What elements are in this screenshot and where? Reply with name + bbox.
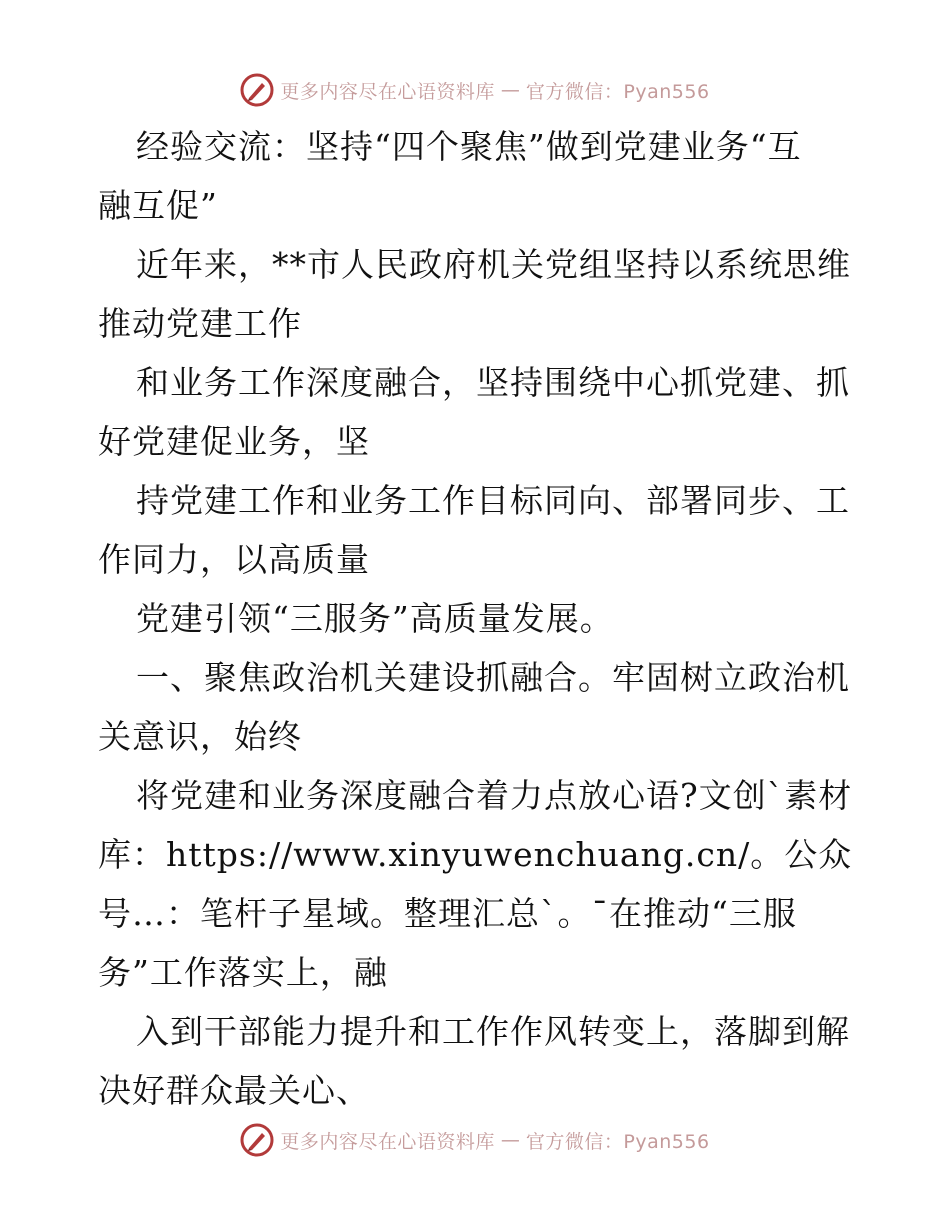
doc-line: 务”工作落实上，融 bbox=[98, 953, 388, 992]
doc-line: 经验交流：坚持“四个聚焦”做到党建业务“互 bbox=[136, 127, 802, 166]
watermark-wechat-text: 官方微信：Pyan556 bbox=[525, 80, 710, 103]
watermark-wechat-text: 官方微信：Pyan556 bbox=[525, 1130, 710, 1153]
doc-line: 推动党建工作 bbox=[98, 304, 302, 343]
doc-line: 决好群众最关心、 bbox=[98, 1071, 370, 1110]
doc-line: 和业务工作深度融合，坚持围绕中心抓党建、抓 bbox=[136, 363, 850, 402]
doc-line: 党建引领“三服务”高质量发展。 bbox=[136, 599, 614, 638]
watermark-dash: — bbox=[500, 79, 520, 101]
pen-logo-icon bbox=[240, 73, 274, 107]
pen-logo-icon bbox=[240, 1123, 274, 1157]
watermark-main-text: 更多内容尽在心语资料库 bbox=[280, 80, 495, 103]
doc-line: 好党建促业务，坚 bbox=[98, 422, 370, 461]
footer-watermark bbox=[0, 1120, 950, 1160]
watermark-dash: — bbox=[500, 1129, 520, 1151]
doc-line: 近年来，**市人民政府机关党组坚持以系统思维 bbox=[136, 245, 851, 284]
doc-line: 一、聚焦政治机关建设抓融合。牢固树立政治机 bbox=[136, 658, 850, 697]
doc-line: 号…：笔杆子星域。整理汇总`。¯在推动“三服 bbox=[98, 894, 797, 933]
header-watermark bbox=[0, 70, 950, 110]
doc-line: 将党建和业务深度融合着力点放心语?文创`素材 bbox=[136, 776, 853, 815]
doc-line: 持党建工作和业务工作目标同向、部署同步、工 bbox=[136, 481, 850, 520]
doc-line: 作同力，以高质量 bbox=[98, 540, 370, 579]
doc-line: 入到干部能力提升和工作作风转变上，落脚到解 bbox=[136, 1012, 850, 1051]
doc-line: 关意识，始终 bbox=[98, 717, 302, 756]
watermark-main-text: 更多内容尽在心语资料库 bbox=[280, 1130, 495, 1153]
doc-line: 融互促” bbox=[98, 186, 218, 225]
doc-line: 库：https://www.xinyuwenchuang.cn/。公众 bbox=[98, 835, 853, 874]
